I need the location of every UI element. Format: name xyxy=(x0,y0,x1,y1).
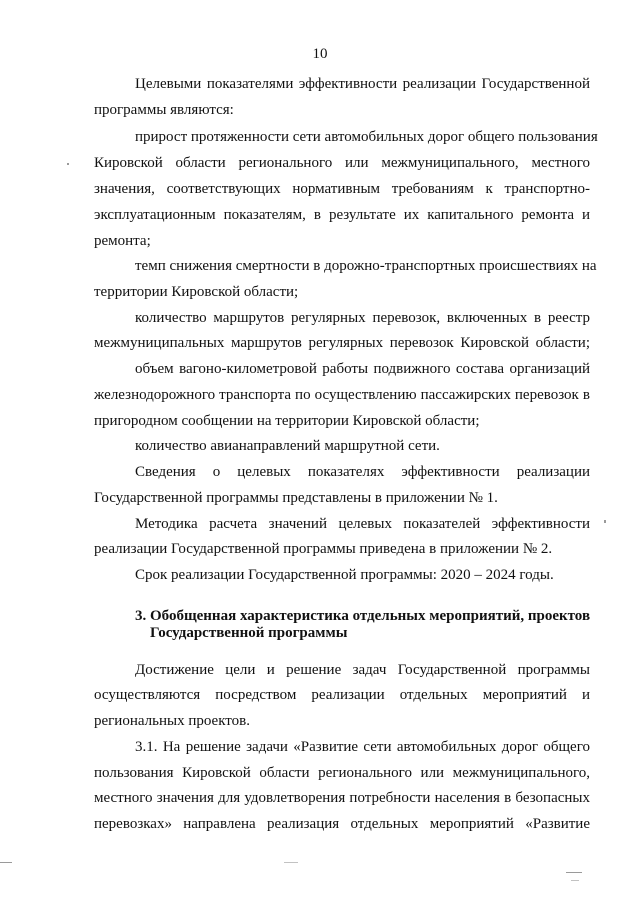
paragraph-line: региональных проектов. xyxy=(94,713,250,729)
scan-mark xyxy=(0,862,12,863)
paragraph-line: пользования Кировской области регионального или межмуниципального, xyxy=(94,765,590,781)
paragraph-line: межмуниципальных маршрутов регулярных перевозок Кировской области; xyxy=(94,335,590,351)
paragraph-line: осуществляются посредством реализации отдельных мероприятий и xyxy=(94,687,590,703)
section-heading-continued: Государственной программы xyxy=(150,625,348,641)
paragraph-line: 3.1. На решение задачи «Развитие сети автомобильных дорог общего xyxy=(135,739,590,755)
paragraph-line: ремонта; xyxy=(94,233,151,249)
scan-mark xyxy=(571,880,579,881)
paragraph-line: Кировской области регионального или межмуниципального, местного xyxy=(94,155,590,171)
scan-mark xyxy=(566,872,582,873)
paragraph-line: Целевыми показателями эффективности реализации Государственной xyxy=(135,76,590,92)
paragraph-line: темп снижения смертности в дорожно-транспортных происшествиях на xyxy=(135,258,597,274)
paragraph-line: Государственной программы представлены в приложении № 1. xyxy=(94,490,498,506)
paragraph-line: Методика расчета значений целевых показателей эффективности xyxy=(135,516,590,532)
paragraph-line: Достижение цели и решение задач Государственной программы xyxy=(135,662,590,678)
paragraph-line: количество авианаправлений маршрутной сети. xyxy=(135,438,440,454)
paragraph-line: прирост протяженности сети автомобильных дорог общего пользования xyxy=(135,129,598,145)
paragraph-line: программы являются: xyxy=(94,102,234,118)
paragraph-line: перевозках» направлена реализация отдельных мероприятий «Развитие xyxy=(94,816,590,832)
paragraph-line: объем вагоно-километровой работы подвижного состава организаций xyxy=(135,361,590,377)
paragraph-line: Срок реализации Государственной программы: 2020 – 2024 годы. xyxy=(135,567,554,583)
paragraph-line: территории Кировской области; xyxy=(94,284,299,300)
scan-speck xyxy=(604,520,606,523)
paragraph-line: железнодорожного транспорта по осуществлению пассажирских перевозок в xyxy=(94,387,590,403)
paragraph-line: количество маршрутов регулярных перевозок, включенных в реестр xyxy=(135,310,590,326)
scan-speck xyxy=(67,163,69,165)
page-number: 10 xyxy=(312,46,328,62)
section-heading: 3. Обобщенная характеристика отдельных мероприятий, проектов xyxy=(135,608,591,624)
paragraph-line: Сведения о целевых показателях эффективности реализации xyxy=(135,464,590,480)
paragraph-line: реализации Государственной программы приведена в приложении № 2. xyxy=(94,541,553,557)
paragraph-line: пригородном сообщении на территории Кировской области; xyxy=(94,413,480,429)
scan-mark xyxy=(284,862,298,863)
paragraph-line: значения, соответствующих нормативным требованиям к транспортно- xyxy=(94,181,590,197)
paragraph-line: эксплуатационным показателям, в результате их капитального ремонта и xyxy=(94,207,590,223)
paragraph-line: местного значения для удовлетворения потребности населения в безопасных xyxy=(94,790,590,806)
